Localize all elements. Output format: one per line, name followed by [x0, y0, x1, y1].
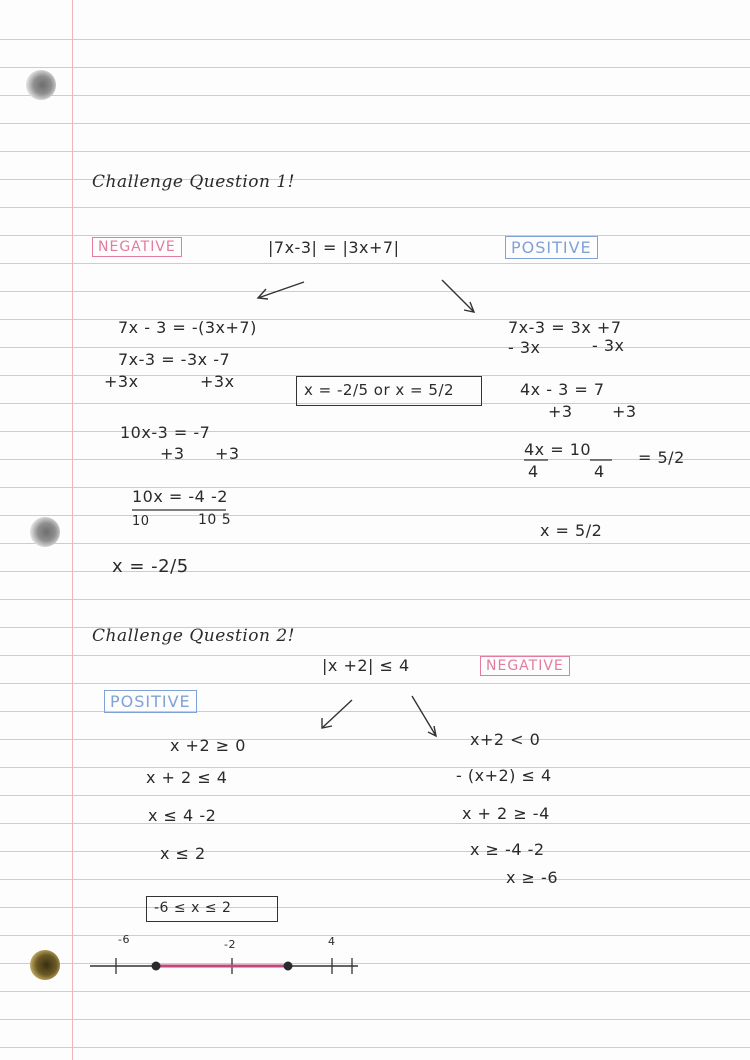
q1-pos-step-3: 4x - 3 = 7 — [520, 380, 605, 399]
q1-pos-step-1: 7x-3 = 3x +7 — [508, 318, 622, 337]
numberline-label-4: 4 — [328, 935, 336, 948]
q1-neg-step-5b: +3 — [215, 444, 240, 463]
q1-neg-step-5a: +3 — [160, 444, 185, 463]
q1-neg-answer: x = -2/5 — [112, 556, 189, 577]
q1-right-arrow — [442, 280, 474, 312]
q1-pos-step-7: = 5/2 — [638, 448, 685, 467]
q1-left-arrow — [258, 282, 304, 299]
q1-neg-step-4: 10x-3 = -7 — [120, 423, 211, 442]
q2-left-arrow — [322, 700, 352, 728]
q2-pos-step-1: x +2 ≥ 0 — [170, 736, 246, 755]
q2-pos-step-3: x ≤ 4 -2 — [148, 806, 217, 825]
q1-neg-step-3a: +3x — [104, 372, 139, 391]
q1-neg-step-7a: 10 — [132, 514, 150, 529]
q1-pos-step-5: 4x = 10 — [524, 440, 592, 459]
q1-answer-text: x = -2/5 or x = 5/2 — [304, 381, 455, 399]
q1-pos-step-4b: +3 — [612, 402, 637, 421]
q2-pos-step-2: x + 2 ≤ 4 — [146, 768, 228, 787]
q2-neg-step-2: - (x+2) ≤ 4 — [456, 766, 552, 785]
q1-neg-step-6: 10x = -4 -2 — [132, 487, 228, 506]
q1-pos-step-6a: 4 — [528, 462, 539, 481]
q1-pos-answer: x = 5/2 — [540, 521, 603, 540]
q2-neg-step-4: x ≥ -4 -2 — [470, 840, 545, 859]
q1-fraction-bars — [132, 460, 612, 510]
q1-neg-step-1: 7x - 3 = -(3x+7) — [118, 318, 257, 337]
q1-pos-step-2a: - 3x — [508, 338, 541, 357]
number-line — [90, 958, 358, 974]
q2-equation: |x +2| ≤ 4 — [322, 656, 410, 675]
q2-neg-step-1: x+2 < 0 — [470, 730, 541, 749]
q2-pos-step-4: x ≤ 2 — [160, 844, 206, 863]
q1-pos-step-2b: - 3x — [592, 336, 625, 355]
numberline-label-minus2: -2 — [224, 938, 236, 951]
q1-neg-step-7b: 10 5 — [198, 512, 232, 528]
q2-neg-step-5: x ≥ -6 — [506, 868, 558, 887]
q1-positive-label: POSITIVE — [505, 236, 598, 259]
q2-title: Challenge Question 2! — [92, 626, 295, 646]
q1-pos-step-6b: 4 — [594, 462, 605, 481]
q1-equation: |7x-3| = |3x+7| — [268, 238, 400, 257]
q2-negative-label: NEGATIVE — [480, 656, 570, 676]
q1-neg-step-2: 7x-3 = -3x -7 — [118, 350, 231, 369]
q2-positive-label: POSITIVE — [104, 690, 197, 713]
q2-neg-step-3: x + 2 ≥ -4 — [462, 804, 550, 823]
q1-title: Challenge Question 1! — [92, 172, 295, 192]
q2-solution-text: -6 ≤ x ≤ 2 — [154, 900, 232, 916]
numberline-label-minus6: -6 — [118, 933, 130, 946]
q2-right-arrow — [412, 696, 436, 736]
q1-neg-step-3b: +3x — [200, 372, 235, 391]
q1-negative-label: NEGATIVE — [92, 237, 182, 257]
q1-pos-step-4a: +3 — [548, 402, 573, 421]
